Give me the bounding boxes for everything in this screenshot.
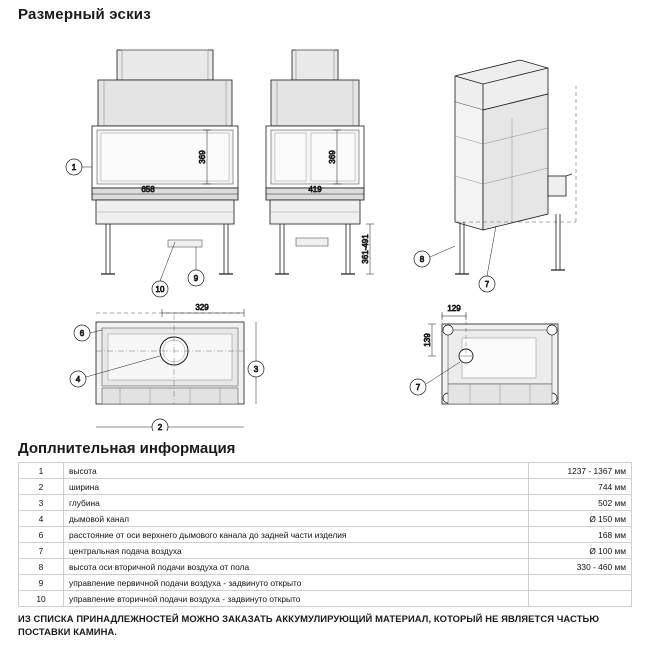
table-row <box>19 543 632 559</box>
info-section-title: Доплнительная информация <box>18 440 236 457</box>
row-value: 330 - 460 мм <box>529 559 632 575</box>
dim-side-glass-height: 369 <box>328 150 337 164</box>
dim-rear-offset: 129 <box>447 304 461 313</box>
row-number: 2 <box>19 479 64 495</box>
table-row <box>19 511 632 527</box>
rear-view <box>414 60 576 292</box>
row-name: глубина <box>64 495 529 511</box>
row-name: центральная подача воздуха <box>64 543 529 559</box>
table-row <box>19 559 632 575</box>
table-row <box>19 463 632 479</box>
row-number: 8 <box>19 559 64 575</box>
row-number: 9 <box>19 575 64 591</box>
row-name: управление первичной подачи воздуха - задвинуто открыто <box>64 575 529 591</box>
callout-4: 4 <box>75 375 81 384</box>
row-value: Ø 100 мм <box>529 543 632 559</box>
dim-side-width: 419 <box>308 185 322 194</box>
additional-info-table <box>18 462 632 607</box>
row-number: 7 <box>19 543 64 559</box>
table-row <box>19 495 632 511</box>
row-number: 3 <box>19 495 64 511</box>
callout-3: 3 <box>253 365 259 374</box>
row-value: 502 мм <box>529 495 632 511</box>
row-number: 6 <box>19 527 64 543</box>
row-name: высота <box>64 463 529 479</box>
table-row <box>19 479 632 495</box>
top-view <box>70 303 264 431</box>
callout-7-rear: 7 <box>484 280 490 289</box>
front-view <box>66 50 238 297</box>
drawing-svg <box>0 26 650 431</box>
dim-front-glass-height: 369 <box>198 150 207 164</box>
dim-top-width: 329 <box>195 303 209 312</box>
row-name: ширина <box>64 479 529 495</box>
table-row <box>19 591 632 607</box>
row-name: дымовой канал <box>64 511 529 527</box>
page-title: Размерный эскиз <box>18 6 151 23</box>
row-value: 1237 - 1367 мм <box>529 463 632 479</box>
row-number: 4 <box>19 511 64 527</box>
row-name: управление вторичной подачи воздуха - задвинуто открыто <box>64 591 529 607</box>
callout-7-bottom: 7 <box>415 383 421 392</box>
dim-leg-height: 361-491 <box>361 234 370 264</box>
bottom-view <box>410 304 558 404</box>
footnote-text: ИЗ СПИСКА ПРИНАДЛЕЖНОСТЕЙ МОЖНО ЗАКАЗАТЬ АККУМУЛИРУЮЩИЙ МАТЕРИАЛ, КОТОРЫЙ НЕ ЯВЛЯЕТСЯ ЧАСТЬЮ ПОСТАВКИ КАМИНА. <box>18 613 600 637</box>
callout-1: 1 <box>71 163 77 172</box>
callout-9: 9 <box>193 274 199 283</box>
table-row <box>19 527 632 543</box>
row-number: 10 <box>19 591 64 607</box>
callout-8: 8 <box>419 255 425 264</box>
dim-front-width: 658 <box>141 185 155 194</box>
row-value: 744 мм <box>529 479 632 495</box>
dim-rear-height: 139 <box>423 333 432 347</box>
side-view <box>266 50 374 274</box>
row-value <box>529 575 632 591</box>
dimension-drawing <box>0 26 650 431</box>
row-name: расстояние от оси верхнего дымового канала до задней части изделия <box>64 527 529 543</box>
row-value <box>529 591 632 607</box>
row-value: Ø 150 мм <box>529 511 632 527</box>
table-row <box>19 575 632 591</box>
row-number: 1 <box>19 463 64 479</box>
row-value: 168 мм <box>529 527 632 543</box>
row-name: высота оси вторичной подачи воздуха от пола <box>64 559 529 575</box>
callout-6: 6 <box>79 329 85 338</box>
callout-2: 2 <box>157 423 163 431</box>
callout-10: 10 <box>155 285 165 294</box>
